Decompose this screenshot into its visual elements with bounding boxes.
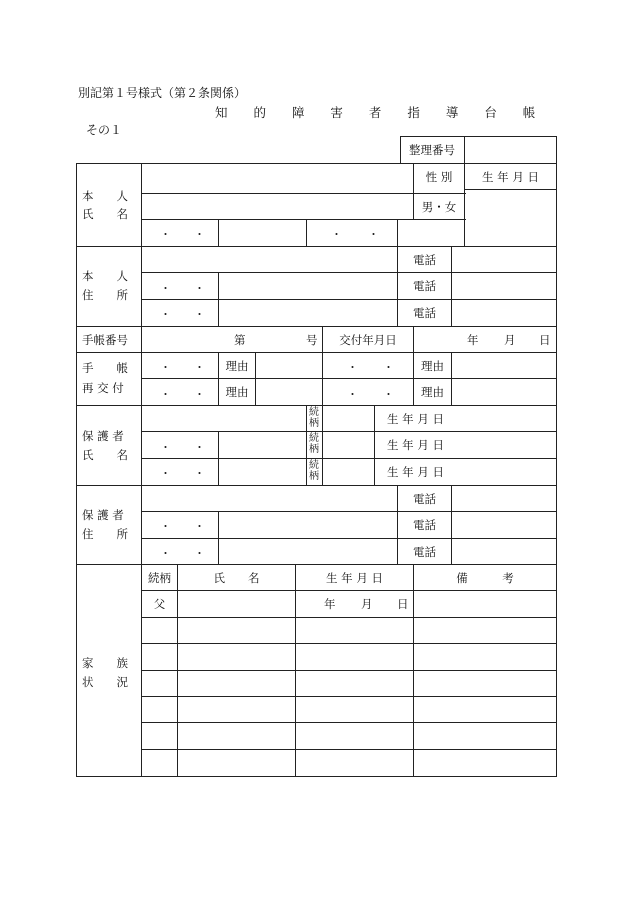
hogosha-jusho-label-2: 住 所: [82, 527, 128, 541]
date-dot: ・: [347, 361, 358, 374]
chichi-label: 父: [153, 597, 166, 611]
date-dot: ・: [383, 388, 394, 401]
honnin-jusho-label-2: 住 所: [82, 288, 128, 302]
denwa-label: 電話: [413, 491, 436, 506]
date-dot: ・: [160, 282, 171, 295]
hi-label: 日: [397, 597, 409, 611]
date-dot: ・: [160, 388, 171, 401]
date-dot: ・: [194, 520, 205, 533]
bikou-header: 備 考: [456, 570, 514, 585]
honnin-birthdate-label: 生 年 月 日: [482, 170, 539, 184]
hogosha-jusho-label-1: 保 護 者: [82, 508, 124, 522]
date-dot: ・: [194, 467, 205, 480]
riyu-label: 理由: [421, 385, 444, 399]
hogosha-birthdate-label: 生 年 月 日: [387, 411, 444, 426]
date-dot: ・: [194, 441, 205, 454]
birthdate-header: 生 年 月 日: [326, 570, 383, 585]
denwa-label: 電話: [413, 544, 436, 559]
hi-label: 日: [539, 332, 551, 347]
date-dot: ・: [368, 228, 379, 241]
seiri-bango-field[interactable]: [465, 137, 555, 163]
nen-label: 年: [467, 332, 479, 347]
hogosha-birthdate-label: 生 年 月 日: [387, 438, 444, 452]
honnin-name-field[interactable]: [142, 194, 412, 219]
date-dot: ・: [194, 282, 205, 295]
date-dot: ・: [383, 361, 394, 374]
date-dot: ・: [160, 308, 171, 321]
date-dot: ・: [160, 467, 171, 480]
date-dot: ・: [160, 228, 171, 241]
riyu-label: 理由: [225, 358, 249, 373]
techo-saikofu-label-1: 手 帳: [82, 361, 128, 375]
tsuki-label: 月: [504, 332, 516, 347]
techo-saikofu-label-2: 再 交 付: [82, 381, 124, 395]
honnin-furigana-field[interactable]: [142, 164, 412, 192]
hogosha-shimei-label-1: 保 護 者: [82, 429, 124, 443]
ledger-title: 知 的 障 害 者 指 導 台 帳: [215, 105, 547, 120]
honnin-shimei-label-1: 本 人: [82, 189, 128, 203]
hogosha-shimei-label-2: 氏 名: [82, 448, 128, 462]
date-dot: ・: [160, 361, 171, 374]
denwa-label: 電話: [413, 518, 436, 532]
sex-choice[interactable]: 男・女: [421, 199, 457, 214]
kofu-nengappi-label: 交付年月日: [339, 332, 397, 347]
kazoku-label-1: 家 族: [82, 656, 128, 670]
kazoku-label-2: 状 況: [82, 675, 128, 689]
date-dot: ・: [194, 308, 205, 321]
go-label: 号: [306, 332, 318, 347]
honnin-birthdate-field[interactable]: [465, 190, 556, 246]
zokugara-header: 続柄: [148, 570, 171, 585]
honnin-shimei-label-2: 氏 名: [82, 207, 128, 221]
honnin-jusho-label-1: 本 人: [82, 269, 128, 283]
nen-label: 年: [324, 597, 336, 611]
date-dot: ・: [160, 520, 171, 533]
dai-label: 第: [234, 332, 246, 347]
date-dot: ・: [194, 547, 205, 560]
shimei-header: 氏 名: [213, 570, 260, 585]
date-dot: ・: [160, 441, 171, 454]
zokugara-vertical: 続 柄: [309, 433, 319, 455]
tsuki-label: 月: [361, 597, 373, 611]
techo-bango-label: 手帳番号: [82, 332, 128, 347]
zokugara-vertical: 続 柄: [309, 407, 319, 429]
date-dot: ・: [160, 547, 171, 560]
hogosha-birthdate-label: 生 年 月 日: [387, 465, 444, 479]
riyu-label: 理由: [421, 358, 444, 373]
date-dot: ・: [194, 361, 205, 374]
sub-number: その１: [86, 123, 123, 137]
seiri-bango-label: 整理番号: [409, 143, 455, 157]
seibetsu-label: 性 別: [425, 170, 453, 184]
date-dot: ・: [194, 388, 205, 401]
denwa-label: 電話: [413, 252, 436, 267]
form-reference: 別記第１号様式（第２条関係）: [78, 86, 247, 100]
denwa-label: 電話: [413, 279, 436, 293]
date-dot: ・: [194, 228, 205, 241]
date-dot: ・: [331, 228, 342, 241]
zokugara-vertical: 続 柄: [309, 460, 319, 482]
denwa-label: 電話: [413, 306, 436, 320]
date-dot: ・: [347, 388, 358, 401]
riyu-label: 理由: [225, 385, 249, 399]
